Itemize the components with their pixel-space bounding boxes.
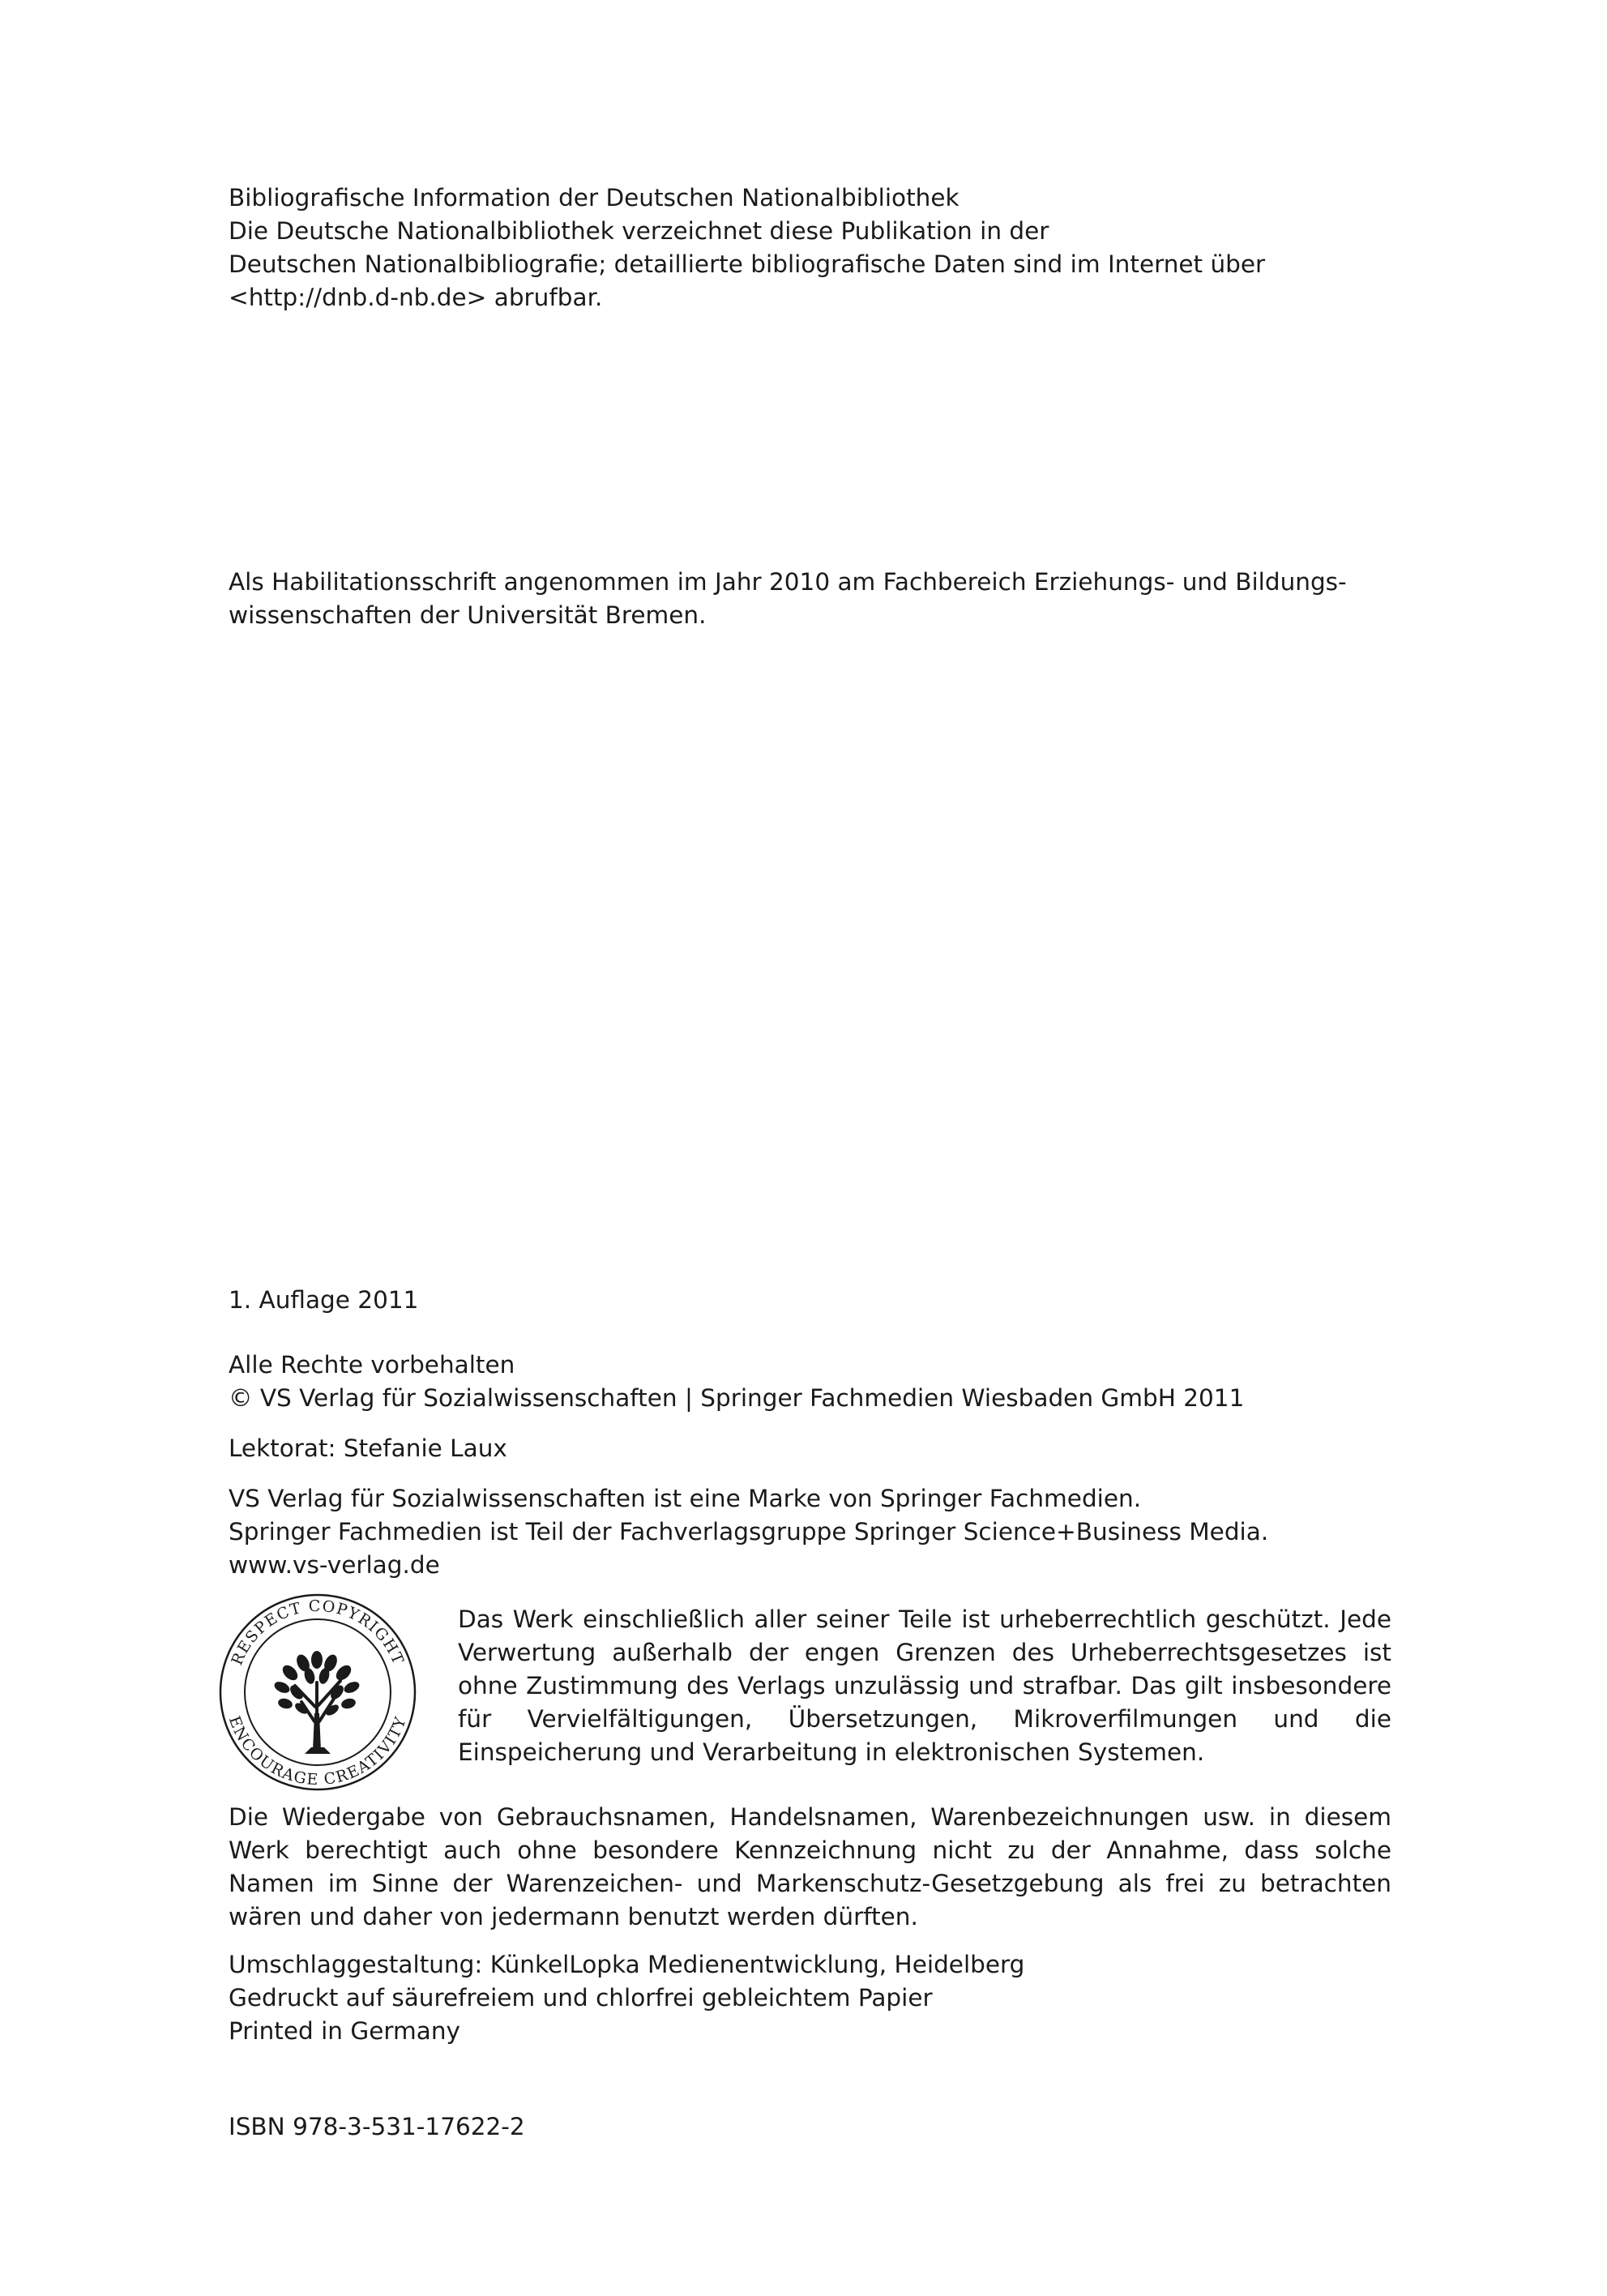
- production-info: [229, 1948, 1024, 2048]
- bibliographic-line: Bibliografische Information der Deutschen Nationalbibliothek: [229, 184, 959, 212]
- habilitation-line: wissenschaften der Universität Bremen.: [229, 601, 707, 629]
- tree-icon: [272, 1651, 361, 1754]
- bibliographic-line: Die Deutsche Nationalbibliothek verzeichnet diese Publikation in der: [229, 217, 1049, 245]
- rights-notice: [229, 1349, 1244, 1415]
- edition-line: 1. Auflage 2011: [229, 1286, 419, 1314]
- publisher-info: [229, 1482, 1268, 1582]
- printed-in-line: Printed in Germany: [229, 2017, 460, 2045]
- seal-top-text: RESPECT COPYRIGHT: [228, 1597, 408, 1668]
- rights-line: Alle Rechte vorbehalten: [229, 1351, 515, 1379]
- publisher-line: VS Verlag für Sozialwissenschaften ist eine Marke von Springer Fachmedien.: [229, 1485, 1142, 1512]
- publisher-line: Springer Fachmedien ist Teil der Fachverlagsgruppe Springer Science+Business Media.: [229, 1518, 1269, 1546]
- publisher-website: www.vs-verlag.de: [229, 1551, 440, 1579]
- cover-design-line: Umschlaggestaltung: KünkelLopka Medienentwicklung, Heidelberg: [229, 1951, 1025, 1978]
- isbn: [229, 2110, 525, 2144]
- paper-line: Gedruckt auf säurefreiem und chlorfrei gebleichtem Papier: [229, 1984, 933, 2012]
- bibliographic-line: <http://dnb.d-nb.de> abrufbar.: [229, 284, 603, 311]
- habilitation-note: [229, 566, 1347, 632]
- rights-line: © VS Verlag für Sozialwissenschaften | Springer Fachmedien Wiesbaden GmbH 2011: [229, 1384, 1245, 1412]
- lektorat-info: [229, 1432, 507, 1465]
- isbn-line: ISBN 978-3-531-17622-2: [229, 2113, 525, 2140]
- edition-info: [229, 1284, 418, 1317]
- lektorat-line: Lektorat: Stefanie Laux: [229, 1434, 507, 1462]
- bibliographic-line: Deutschen Nationalbibliografie; detaillierte bibliografische Daten sind im Internet über: [229, 250, 1266, 278]
- seal-bottom-text: ENCOURAGE CREATIVITY: [224, 1713, 411, 1789]
- copyright-seal-icon: [217, 1592, 418, 1793]
- copyright-notice: Das Werk einschließlich aller seiner Teile ist urheberrechtlich geschützt. Jede Verwertung außerhalb der engen Grenzen des Urheberrechtsgesetzes ist ohne Zustimmung des Verlags unzulässig und strafbar. Das gilt insbesondere für Vervielfältigungen, Übersetzungen, Mikroverfilmungen und die Einspeicherung und Verarbeitung in elektronischen Systemen.: [458, 1605, 1391, 1766]
- trademark-notice: Die Wiedergabe von Gebrauchsnamen, Handelsnamen, Warenbezeichnungen usw. in diesem Werk berechtigt auch ohne besondere Kennzeichnung nicht zu der Annahme, dass solche Namen im Sinne der Warenzeichen- und Markenschutz-Gesetzgebung als frei zu betrachten wären und daher von jedermann benutzt werden dürften.: [229, 1803, 1391, 1930]
- habilitation-line: Als Habilitationsschrift angenommen im Jahr 2010 am Fachbereich Erziehungs- und Bildungs-: [229, 568, 1347, 596]
- bibliographic-information: [229, 182, 1265, 314]
